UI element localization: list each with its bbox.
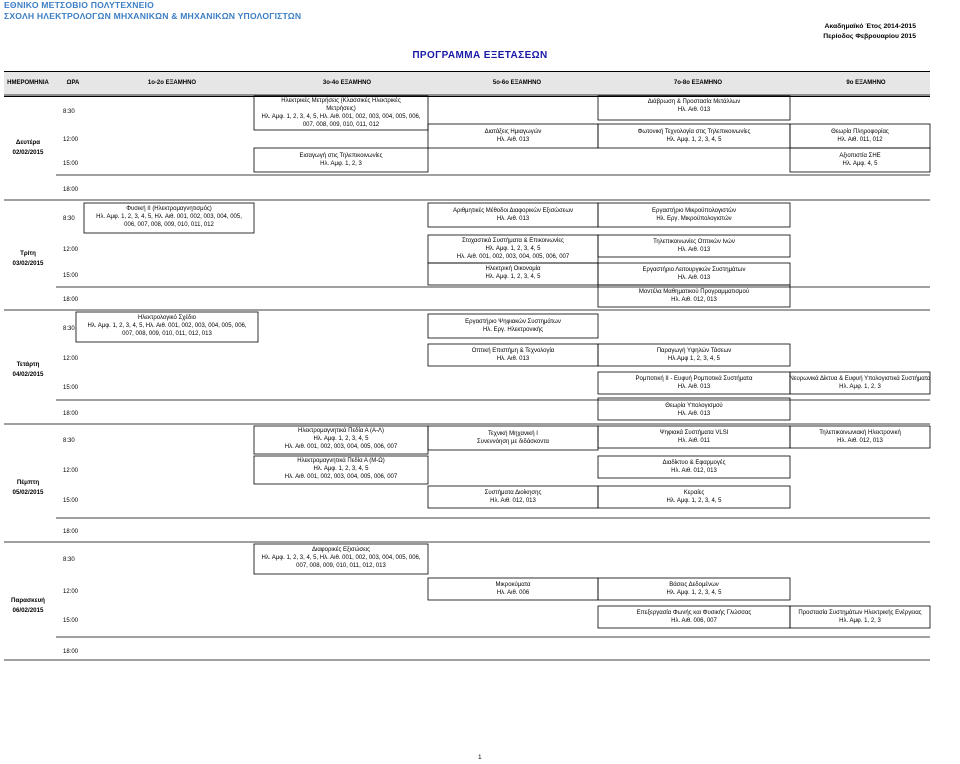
- time-thu-1800: 18:00: [63, 529, 79, 535]
- time-mon-1800: 18:00: [63, 187, 79, 193]
- time-thu-0830: 8:30: [63, 438, 75, 444]
- exam-cell: Μικροκύματα Ηλ. Αιθ. 006: [495, 582, 531, 596]
- exam-cell: Ηλεκτρομαγνητικά Πεδία Α (Α-Λ) Ηλ. Αμφ. 1, 2, 3, 4, 5 Ηλ. Αιθ. 001, 002, 003, 004, 005, 006, 007: [284, 428, 398, 450]
- header-sem12: 1ο-2ο ΕΞΑΜΗΝΟ: [147, 80, 197, 86]
- header-sem56: 5ο-6ο ΕΞΑΜΗΝΟ: [492, 80, 542, 86]
- exam-cell: Μοντέλα Μαθηματικού Προγραμματισμού Ηλ. Αιθ. 012, 013: [638, 289, 750, 303]
- exam-cell: Τηλεπικοινωνίες Οπτικών Ινών Ηλ. Αιθ. 013: [653, 239, 735, 253]
- exam-cell: Θεωρία Υπολογισμού Ηλ. Αιθ. 013: [665, 403, 723, 417]
- exam-cell: Φυσική ΙΙ (Ηλεκτρομαγνητισμός) Ηλ. Αμφ. 1, 2, 3, 4, 5, Ηλ. Αιθ. 001, 002, 003, 004, 005, 006, 007, 008, 009, 010, 011, 012: [96, 206, 242, 228]
- exam-cell: Προστασία Συστημάτων Ηλεκτρικής Ενέργειας Ηλ. Αμφ. 1, 2, 3: [798, 610, 922, 624]
- time-tue-1800: 18:00: [63, 297, 79, 303]
- time-wed-1500: 15:00: [63, 385, 79, 391]
- exam-cell: Τεχνική Μηχανική Ι Συνεννόηση με διδάσκοντα: [476, 431, 550, 445]
- exam-cell: Θεωρία Πληροφορίας Ηλ. Αιθ. 011, 012: [831, 129, 889, 143]
- time-fri-1500: 15:00: [63, 618, 79, 624]
- exam-cell: Ψηφιακά Συστήματα VLSI Ηλ. Αιθ. 011: [659, 430, 729, 444]
- time-tue-1500: 15:00: [63, 273, 79, 279]
- exam-cell: Βάσεις Δεδομένων Ηλ. Αμφ. 1, 2, 3, 4, 5: [666, 582, 722, 596]
- exam-cell: Ηλεκτρομαγνητικά Πεδία Α (Μ-Ω) Ηλ. Αμφ. 1, 2, 3, 4, 5 Ηλ. Αιθ. 001, 002, 003, 004, 005, 006, 007: [284, 458, 398, 480]
- time-tue-1200: 12:00: [63, 247, 79, 253]
- exam-cell: Ηλεκτρική Οικονομία Ηλ. Αμφ. 1, 2, 3, 4, 5: [485, 266, 541, 280]
- exam-cell: Διατάξεις Ημιαγωγών Ηλ. Αιθ. 013: [484, 129, 542, 143]
- exam-cell: Ρομποτική ΙΙ - Ευφυή Ρομποτικά Συστήματα Ηλ. Αιθ. 013: [635, 376, 753, 390]
- time-mon-1200: 12:00: [63, 137, 79, 143]
- exam-cell: Εργαστήριο Μικροϋπολογιστών Ηλ. Εργ. Μικροϋπολογιστών: [652, 208, 736, 222]
- exam-cell: Διάβρωση & Προστασία Μετάλλων Ηλ. Αιθ. 013: [647, 99, 741, 113]
- exam-cell: Διαδίκτυο & Εφαρμογές Ηλ. Αιθ. 012, 013: [662, 460, 726, 474]
- header-date: ΗΜΕΡΟΜΗΝΙΑ: [7, 80, 49, 86]
- time-mon-0830: 8:30: [63, 109, 75, 115]
- time-thu-1200: 12:00: [63, 468, 79, 474]
- exam-cell: Επεξεργασία Φωνής και Φυσικής Γλώσσας Ηλ. Αιθ. 006, 007: [636, 610, 752, 624]
- time-fri-0830: 8:30: [63, 557, 75, 563]
- exam-period: Περίοδος Φεβρουαρίου 2015: [823, 33, 916, 40]
- day-monday: Δευτέρα 02/02/2015: [12, 139, 44, 156]
- header-sem78: 7ο-8ο ΕΞΑΜΗΝΟ: [673, 80, 723, 86]
- day-friday: Παρασκευή 06/02/2015: [11, 597, 45, 614]
- time-mon-1500: 15:00: [63, 161, 79, 167]
- exam-cell: Διαφορικές Εξισώσεις Ηλ. Αμφ. 1, 2, 3, 4, 5, Ηλ. Αιθ. 001, 002, 003, 004, 005, 006, 007, 008, 009, 010, 011, 012, 013: [261, 547, 421, 569]
- header-sem34: 3ο-4ο ΕΞΑΜΗΝΟ: [322, 80, 372, 86]
- time-wed-1800: 18:00: [63, 411, 79, 417]
- exam-cell: Εισαγωγή στις Τηλεπικοινωνίες Ηλ. Αμφ. 1, 2, 3: [299, 153, 383, 167]
- header-time: ΩΡΑ: [66, 80, 80, 86]
- exam-cell: Συστήματα Διοίκησης Ηλ. Αιθ. 012, 013: [484, 490, 542, 504]
- university-name: ΕΘΝΙΚΟ ΜΕΤΣΟΒΙΟ ΠΟΛΥΤΕΧΝΕΙΟ: [4, 0, 155, 10]
- exam-cell: Τηλεπικοινωνιακή Ηλεκτρονική Ηλ. Αιθ. 012, 013: [819, 430, 901, 444]
- exam-cell: Αξιοπιστία ΣΗΕ Ηλ. Αμφ. 4, 5: [839, 153, 881, 167]
- time-fri-1800: 18:00: [63, 649, 79, 655]
- time-wed-0830: 8:30: [63, 326, 75, 332]
- academic-year: Ακαδημαϊκό Έτος 2014-2015: [824, 23, 916, 30]
- page-title: ΠΡΟΓΡΑΜΜΑ ΕΞΕΤΑΣΕΩΝ: [412, 50, 548, 61]
- exam-cell: Οπτική Επιστήμη & Τεχνολογία Ηλ. Αιθ. 013: [471, 348, 555, 362]
- exam-cell: Αριθμητικές Μέθοδοι Διαφορικών Εξισώσεων Ηλ. Αιθ. 013: [452, 208, 574, 222]
- school-name: ΣΧΟΛΗ ΗΛΕΚΤΡΟΛΟΓΩΝ ΜΗΧΑΝΙΚΩΝ & ΜΗΧΑΝΙΚΩΝ ΥΠΟΛΟΓΙΣΤΩΝ: [4, 11, 302, 21]
- exam-cell: Ηλεκτρικές Μετρήσεις (Κλασσικές Ηλεκτρικές Μετρήσεις) Ηλ. Αμφ. 1, 2, 3, 4, 5, Ηλ. Αιθ. 001, 002, 003, 004, 005, 006, 007, 008, 009, 010, 011, 012: [261, 98, 421, 128]
- exam-cell: Κεραίες Ηλ. Αμφ. 1, 2, 3, 4, 5: [666, 490, 722, 504]
- exam-cell: Εργαστήριο Ψηφιακών Συστημάτων Ηλ. Εργ. Ηλεκτρονικής: [465, 319, 561, 333]
- page-number: 1: [478, 754, 482, 761]
- exam-cell: Ηλεκτρολογικό Σχέδιο Ηλ. Αμφ. 1, 2, 3, 4, 5, Ηλ. Αιθ. 001, 002, 003, 004, 005, 006, 007, 008, 009, 010, 011, 012, 013: [87, 315, 247, 337]
- day-thursday: Πέμπτη 05/02/2015: [12, 479, 44, 496]
- exam-cell: Παραγωγή Υψηλών Τάσεων Ηλ.Αμφ 1, 2, 3, 4, 5: [656, 348, 732, 362]
- exam-cell: Φωτονική Τεχνολογία στις Τηλεπικοινωνίες Ηλ. Αμφ. 1, 2, 3, 4, 5: [637, 129, 751, 143]
- exam-cell: Εργαστήριο Λειτουργικών Συστημάτων Ηλ. Αιθ. 013: [642, 267, 746, 281]
- header-sem9: 9ο ΕΞΑΜΗΝΟ: [846, 80, 886, 86]
- day-tuesday: Τρίτη 03/02/2015: [12, 250, 44, 267]
- time-tue-0830: 8:30: [63, 216, 75, 222]
- day-wednesday: Τετάρτη 04/02/2015: [12, 361, 44, 378]
- time-thu-1500: 15:00: [63, 498, 79, 504]
- time-wed-1200: 12:00: [63, 356, 79, 362]
- time-fri-1200: 12:00: [63, 589, 79, 595]
- exam-cell: Στοχαστικά Συστήματα & Επικοινωνίες Ηλ. Αμφ. 1, 2, 3, 4, 5 Ηλ. Αιθ. 001, 002, 003, 004, 005, 006, 007: [456, 238, 570, 260]
- exam-cell: Νευρωνικά Δίκτυα & Ευφυή Υπολογιστικά Συστήματα Ηλ. Αμφ. 1, 2, 3: [789, 376, 931, 390]
